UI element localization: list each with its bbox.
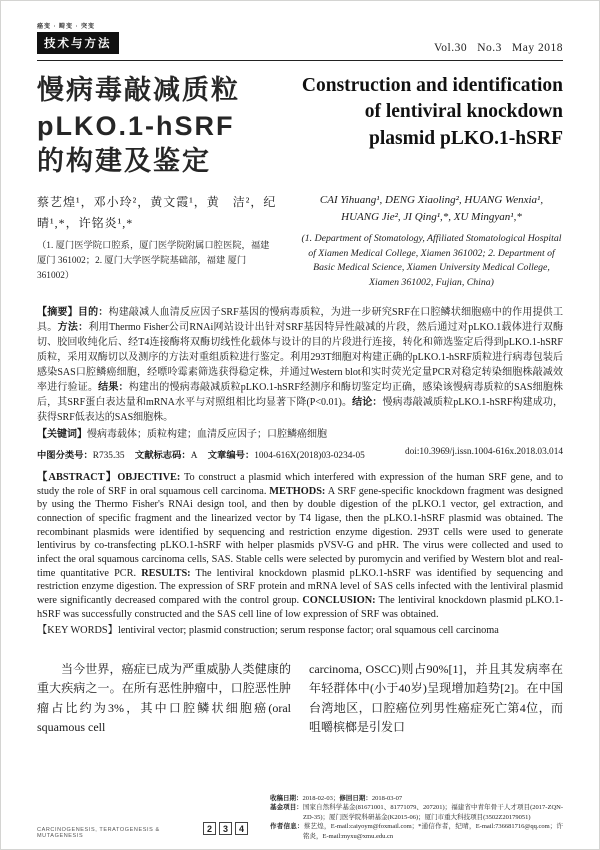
- footnote-authors: [270, 822, 563, 841]
- revised-value: 2018-03-07: [371, 794, 403, 802]
- authors-block: [37, 192, 563, 291]
- keywords-zh-label: 【关键词】: [37, 428, 87, 440]
- affiliation-en: (1. Department of Stomatology, Affiliated Stomatological Hospital of Xiamen Medical College, Xiamen 361002; 2. Department of Basic Medical Science, Xiamen University Medical College, Xiamen 361002, Fujian, China): [301, 233, 562, 289]
- received-label: 收稿日期：: [270, 794, 303, 802]
- footnote-block: [270, 794, 563, 841]
- abstract-zh-segment: 结果：: [98, 381, 129, 393]
- section-badge: 技术与方法: [37, 32, 119, 54]
- authors-en-block: [300, 192, 563, 291]
- issue-info: Vol.30 No.3 May 2018: [433, 42, 563, 54]
- author-info-label: 作者信息：: [270, 823, 304, 831]
- authors-zh-block: [37, 192, 290, 291]
- abstract-en-segment: METHODS:: [269, 485, 326, 497]
- body-column-2: carcinoma, OSCC)则占90%[1]，并且其发病率在年轻群体中(小于40岁)呈现增加趋势[2]。在中国台湾地区，口腔癌位列男性癌症死亡第4位，而咀嚼槟榔是引发口: [309, 662, 563, 734]
- journal-name-zh-mini: 癌变 · 畸变 · 突变: [37, 24, 96, 30]
- article-label: 文章编号：: [207, 450, 255, 461]
- abstract-zh: [37, 305, 563, 425]
- title-en: [302, 73, 563, 180]
- title-en-line: of lentiviral knockdown: [364, 101, 563, 123]
- title-en-line: Construction and identification: [301, 75, 563, 96]
- title-zh-line: pLKO.1-hSRF: [37, 110, 235, 141]
- header-rule: [37, 60, 563, 61]
- doc-value: A: [190, 450, 198, 461]
- clc-label: 中图分类号：: [37, 450, 93, 461]
- fund-value: 国家自然科学基金(81671001、81771079、207201)；福建省中青年骨干人才项目(2017-ZQN-ZD-35)；厦门医学院科研基金(K2015-06)；厦门市重大科技项目(3502Z20179051): [302, 804, 563, 821]
- keywords-zh-text: 慢病毒载体；质粒构建；血清反应因子；口腔鳞癌细胞: [87, 428, 327, 440]
- revised-label: 修回日期：: [339, 794, 372, 802]
- abstract-en-segment: The lentiviral knockdown plasmid pLKO.1-hSRF was identified by sequencing and restriction enzyme digestion. The expression of SRF protein and mRNA level of SAS cells infected with the lentiviral plasmid were significantly decreased compared with the control group.: [37, 567, 563, 606]
- author-info-value: 蔡艺煌，E-mail:caiyoym@foxmail.com；*通信作者，纪晴，E-mail:736681716@qq.com；许铭炎，E-mail:myxu@xmu.edu.cn: [303, 823, 563, 840]
- received-value: 2018-02-03；: [302, 794, 340, 802]
- doc-code: [135, 451, 198, 461]
- abstract-zh-segment: 方法：: [57, 321, 89, 333]
- abstract-zh-label: 【摘要】: [37, 306, 78, 318]
- footnote-fund: [270, 803, 563, 822]
- abstract-zh-segment: 构建出的慢病毒敲减质粒pLKO.1-hSRF经测序和酶切鉴定均正确，感染该慢病毒质粒的SAS细胞株后，其SRF蛋白表达量和mRNA水平与对照组相比均显著下降(P<0.01)。: [37, 381, 564, 408]
- abstract-zh-segment: 慢病毒敲减质粒pLKO.1-hSRF构建成功，获得SRF低表达的SAS细胞株。: [37, 396, 564, 423]
- footnote-received: [270, 794, 563, 803]
- abstract-zh-segment: 结论：: [352, 396, 383, 408]
- abstract-zh-segment: 构建敲减人血清反应因子SRF基因的慢病毒质粒，为进一步研究SRF在口腔鳞状细胞癌中的作用提供工具。: [37, 306, 564, 333]
- meta-row: [37, 447, 563, 461]
- article-number: [208, 451, 365, 461]
- abstract-en: [37, 471, 563, 622]
- affiliation-zh: （1. 厦门医学院口腔系，厦门医学院附属口腔医院，福建 厦门 361002；2. 厦门大学医学院基础部，福建 厦门 361002）: [37, 241, 270, 281]
- journal-name-en: CARCINOGENESIS, TERATOGENESIS & MUTAGENESIS: [37, 827, 160, 839]
- page-digit-box: 4: [235, 822, 248, 835]
- title-zh-line: 慢病毒敲减质粒: [37, 75, 240, 105]
- title-en-line: plasmid pLKO.1-hSRF: [369, 127, 563, 149]
- keywords-en: [37, 624, 563, 638]
- abstract-en-segment: A SRF gene-specific knockdown fragment was designed by using the Thermo Fisher's RNAi design tool, and then by double digestion of the pLKO.1 vector, gel extraction, and connection of specific fragment and the linearized vector by T4 ligase, then the pLKO.1-hSRF plasmid was obtained. The recombinant plasmids were identified by sequencing and restriction enzyme digestion. 293T cells were used to generate lentivirus by co-transfecting pLKO.1-hSRF with helper plasmids pVSV-G and pHR. The virus were collected and used to infect the oral squamous carcinoma cells, SAS. Stable cells were selected by puromycin and verified by Western blot and real-time quantitative PCR.: [37, 485, 563, 579]
- keywords-en-label: 【KEY WORDS】: [37, 625, 118, 637]
- authors-zh: 蔡艺煌¹，邓小玲²，黄文霞¹，黄 洁²，纪 晴¹,*，许铭炎¹,*: [37, 194, 290, 231]
- page-footer: [37, 794, 563, 841]
- meta-left: [37, 447, 373, 461]
- abstract-en-segment: To construct a plasmid which interfered with expression of the human SRF gene, and to study the role of SRF in oral squamous cell carcinoma.: [37, 471, 563, 497]
- abstract-zh-segment: 目的：: [77, 306, 109, 318]
- abstract-en-segment: The lentiviral knockdown plasmid pLKO.1-hSRF was successfully constructed and the SAS cell line of low expression of SRF was obtained.: [37, 595, 563, 620]
- fund-label: 基金项目：: [270, 804, 303, 812]
- authors-en: CAI Yihuang¹, DENG Xiaoling², HUANG Wenxia¹, HUANG Jie², JI Qing¹,*, XU Mingyan¹,*: [319, 193, 544, 224]
- keywords-zh: [37, 427, 563, 442]
- abstract-en-segment: CONCLUSION:: [302, 595, 376, 606]
- clc-value: R735.35: [92, 450, 125, 461]
- doc-label: 文献标志码：: [134, 450, 191, 461]
- abstract-en-segment: OBJECTIVE:: [117, 471, 181, 483]
- abstract-zh-segment: 利用Thermo Fisher公司RNAi网站设计出针对SRF基因特异性敲减的片段，然后通过对pLKO.1载体进行双酶切、胶回收纯化后、经T4连接酶将双酶切线性化载体与设计的目的片段进行连接，转化和筛选鉴定后得到pLKO.1-hSRF质粒，采用双酶切以及测序的方法对重组质粒进行鉴定。利用293T细胞对构建正确的pLKO.1-hSRF质粒进行病毒包装后感染SAS口腔鳞癌细胞，经嘌呤霉素筛选获得稳定株，并通过Western blot和实时荧光定量PCR对稳定转染细胞株敲减效率进行验证。: [37, 321, 563, 393]
- page-digit-box: 2: [203, 822, 216, 835]
- abstract-en-segment: RESULTS:: [141, 567, 191, 579]
- page-number: [203, 822, 248, 835]
- article-value: 1004-616X(2018)03-0234-05: [254, 450, 365, 461]
- page-digit-box: 3: [219, 822, 232, 835]
- doi: doi:10.3969/j.issn.1004-616x.2018.03.014: [404, 446, 563, 457]
- clc-number: [37, 451, 125, 461]
- title-block: [37, 73, 563, 180]
- body-text: [37, 660, 563, 737]
- section-badge-stack: [37, 21, 119, 54]
- keywords-en-text: lentiviral vector; plasmid construction; serum response factor; oral squamous cell carcinoma: [117, 625, 499, 637]
- abstract-en-label: 【ABSTRACT】: [37, 471, 118, 483]
- body-column-1: 当今世界，癌症已成为严重威胁人类健康的重大疾病之一。在所有恶性肿瘤中，口腔恶性肿瘤占比约为3%，其中口腔鳞状细胞癌(oral squamous cell: [37, 662, 291, 734]
- page-header: [37, 21, 563, 54]
- title-zh-line: 的构建及鉴定: [37, 146, 211, 177]
- title-zh: [37, 73, 240, 180]
